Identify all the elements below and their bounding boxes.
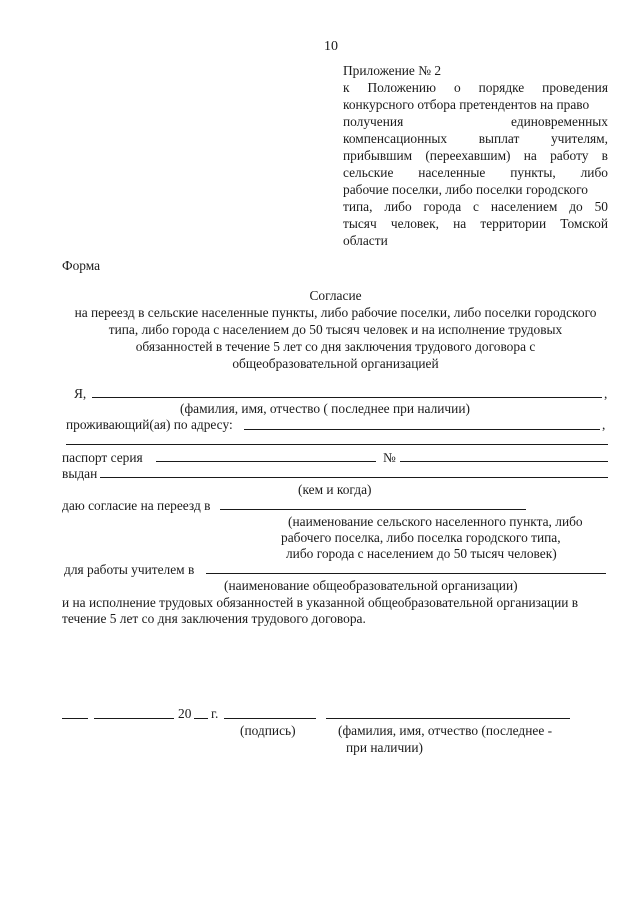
date-year-field[interactable] <box>194 718 208 719</box>
annex-line: получения единовременных <box>343 114 608 129</box>
address-label: проживающий(ая) по адресу: <box>66 417 233 432</box>
annex-header <box>343 62 608 249</box>
passport-number-label: № <box>383 450 396 465</box>
settlement-caption: (наименование сельского населенного пункта, либо <box>288 514 583 529</box>
form-label: Форма <box>62 258 101 273</box>
title-line: общеобразовательной организацией <box>232 356 439 371</box>
annex-line: к Положению о порядке проведения <box>343 80 608 95</box>
passport-number-field[interactable] <box>400 461 608 462</box>
date-month-field[interactable] <box>94 718 174 719</box>
settlement-caption: рабочего поселка, либо поселка городского типа, <box>281 530 561 545</box>
annex-line: сельские населенные пункты, либо <box>343 165 608 180</box>
year-suffix: г. <box>211 706 219 721</box>
annex-line: типа, либо города с населением до 50 <box>343 199 608 214</box>
full-name-caption: при наличии) <box>346 740 423 755</box>
passport-series-label: паспорт серия <box>62 450 143 465</box>
signature-caption: (подпись) <box>240 723 296 738</box>
organization-field[interactable] <box>206 573 606 574</box>
title-line: обязанностей в течение 5 лет со дня заключения трудового договора с <box>135 339 536 354</box>
work-label: для работы учителем в <box>64 562 195 577</box>
full-name-caption: (фамилия, имя, отчество (последнее - <box>338 723 553 738</box>
year-prefix: 20 <box>178 706 192 721</box>
annex-line: конкурсного отбора претендентов на право <box>343 97 590 112</box>
annex-line: области <box>343 233 388 248</box>
title-line: типа, либо города с населением до 50 тысяч человек и на исполнение трудовых <box>108 322 563 337</box>
title-heading: Согласие <box>309 288 362 303</box>
duties-line: течение 5 лет со дня заключения трудового договора. <box>62 611 366 626</box>
annex-line: рабочие поселки, либо поселки городского <box>343 182 588 197</box>
full-name-field[interactable] <box>326 718 570 719</box>
settlement-caption: либо города с населением до 50 тысяч человек) <box>286 546 557 561</box>
address-field[interactable] <box>244 429 600 430</box>
ya-label: Я, <box>74 386 87 401</box>
annex-line: прибывшим (переехавшим) на работу в <box>343 148 608 163</box>
duties-line: и на исполнение трудовых обязанностей в указанной общеобразовательной организации в <box>62 595 579 610</box>
annex-line: компенсационных выплат учителям, <box>343 131 608 146</box>
address-comma: , <box>602 417 606 432</box>
date-day-field[interactable] <box>62 718 88 719</box>
annex-line: тысяч человек, на территории Томской <box>343 216 608 231</box>
title-line: на переезд в сельские населенные пункты, либо рабочие поселки, либо поселки городского <box>74 305 597 320</box>
page-number: 10 <box>324 39 338 54</box>
signature-field[interactable] <box>224 718 316 719</box>
annex-title: Приложение № 2 <box>343 63 442 78</box>
organization-caption: (наименование общеобразовательной организации) <box>224 578 518 593</box>
fio-caption: (фамилия, имя, отчество ( последнее при наличии) <box>180 401 470 416</box>
consent-label: даю согласие на переезд в <box>62 498 211 513</box>
address-field-2[interactable] <box>66 444 608 445</box>
issued-field[interactable] <box>100 477 608 478</box>
ya-comma: , <box>604 386 608 401</box>
settlement-field[interactable] <box>220 509 526 510</box>
passport-series-field[interactable] <box>156 461 376 462</box>
fio-field[interactable] <box>92 397 602 398</box>
document-title <box>58 287 613 372</box>
issued-label: выдан <box>62 466 98 481</box>
issued-caption: (кем и когда) <box>298 482 372 497</box>
